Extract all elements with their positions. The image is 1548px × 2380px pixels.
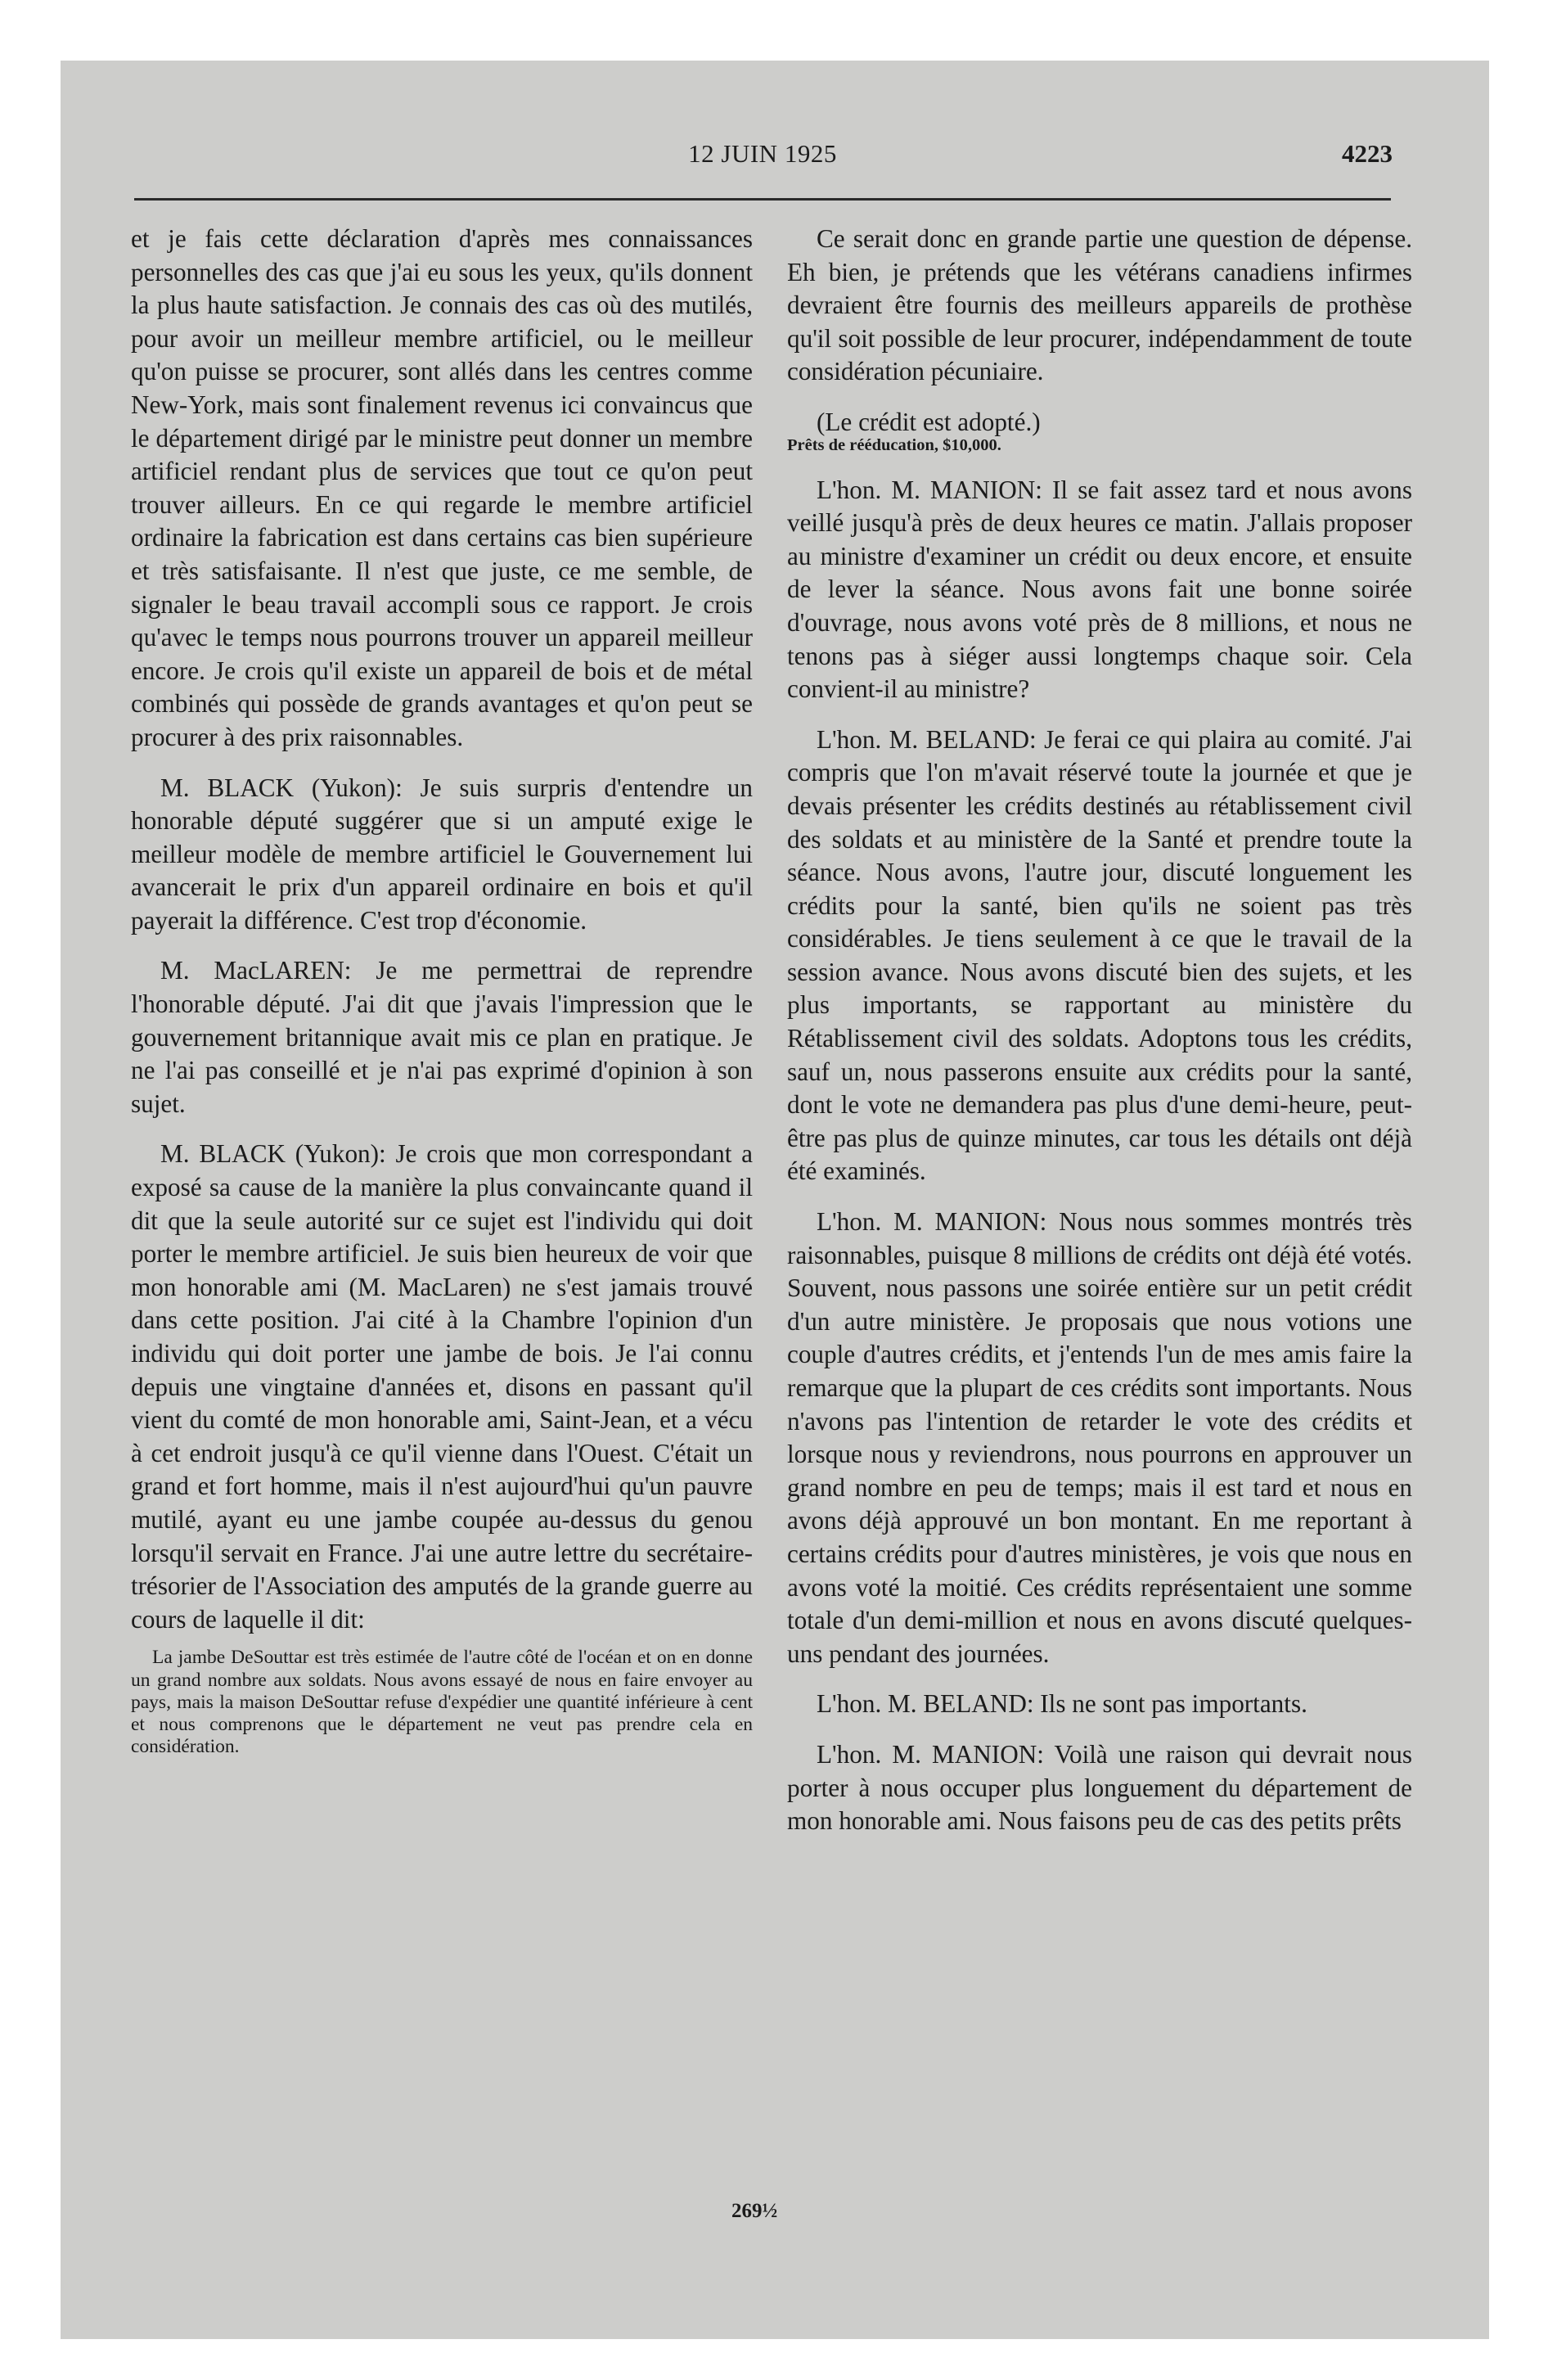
paragraph: M. MacLAREN: Je me permettrai de reprendre l'honorable député. J'ai dit que j'avais l'impression que le gouvernement britannique avait mis ce plan en pratique. Je ne l'ai pas conseillé et je n'ai pas exprimé d'opinion à son sujet. xyxy=(131,956,753,1118)
paragraph: L'hon. M. MANION: Nous nous sommes montrés très raisonnables, puisque 8 millions de crédits ont déjà été votés. Souvent, nous passons une soirée entière sur un petit crédit d'un autre ministère. Je proposais que nous votions une couple d'autres crédits, et j'entends l'un de mes amis faire la remarque que la plupart de ces crédits sont importants. Nous n'avons pas l'intention de retarder le vote des crédits et lorsque nous y reviendrons, nous pourrons en approuver un grand nombre en peu de temps; mais il est tard et nous en avons déjà approuvé un bon montant. En me reportant à certains crédits pour d'autres ministères, je vois que nous en avons voté la moitié. Ces crédits représentaient une somme totale d'un demi-million et nous en avons discuté quelques-uns pendant des journées. xyxy=(787,1207,1412,1668)
budget-item: Prêts de rééducation, $10,000. xyxy=(787,435,1001,454)
left-column xyxy=(131,223,753,1775)
paragraph: M. BLACK (Yukon): Je crois que mon correspondant a exposé sa cause de la manière la plus convaincante quand il dit que la seule autorité sur ce sujet est l'individu qui doit porter le membre artificiel. Je suis bien heureux de voir que mon honorable ami (M. MacLaren) ne s'est jamais trouvé dans cette position. J'ai cité à la Chambre l'opinion d'un individu qui doit porter une jambe de bois. Je l'ai connu depuis une vingtaine d'années et, disons en passant qu'il vient du comté de mon honorable ami, Saint-Jean, et a vécu à cet endroit jusqu'à ce qu'il vienne dans l'Ouest. C'était un grand et fort homme, mais il n'est aujourd'hui qu'un pauvre mutilé, ayant eu une jambe coupée au-dessus du genou lorsqu'il servait en France. J'ai une autre lettre du secrétaire-trésorier de l'Association des amputés de la grande guerre au cours de laquelle il dit: xyxy=(131,1139,753,1634)
quoted-letter: La jambe DeSouttar est très estimée de l'autre côté de l'océan et on en donne un grand nombre aux soldats. Nous avons essayé de nous en faire envoyer au pays, mais la maison DeSouttar refuse d'expédier une quantité inférieure à cent et nous comprenons que le département ne veut pas prendre cela en considération. xyxy=(131,1647,753,1758)
page-date: 12 JUIN 1925 xyxy=(688,139,837,168)
paragraph: L'hon. M. MANION: Il se fait assez tard et nous avons veillé jusqu'à près de deux heures ce matin. J'allais proposer au ministre d'examiner un crédit ou deux encore, et ensuite de lever la séance. Nous avons fait une bonne soirée d'ouvrage, nous avons voté près de 8 millions, et nous ne tenons pas à siéger aussi longtemps chaque soir. Cela convient-il au ministre? xyxy=(787,475,1412,704)
page-number: 4223 xyxy=(1342,139,1393,168)
paragraph: L'hon. M. BELAND: Ils ne sont pas importants. xyxy=(817,1689,1307,1719)
paragraph: et je fais cette déclaration d'après mes connaissances personnelles des cas que j'ai eu sous les yeux, qu'ils donnent la plus haute satisfaction. Je connais des cas où des mutilés, pour avoir un meilleur membre artificiel, ou le meilleur qu'on puisse se procurer, sont allés dans les centres comme New-York, mais sont finalement revenus ici convaincus que le département dirigé par le ministre peut donner un membre artificiel rendant plus de services que tout ce qu'on peut trouver ailleurs. En ce qui regarde le membre artificiel ordinaire la fabrication est dans certains cas bien supérieure et très satisfaisante. Il n'est que juste, ce me semble, de signaler le beau travail accompli sous ce rapport. Je crois qu'avec le temps nous pourrons trouver un appareil meilleur encore. Je crois qu'il existe un appareil de bois et de métal combinés qui possède de grands avantages et qu'on peut se procurer à des prix raisonnables. xyxy=(131,224,753,751)
paragraph: L'hon. M. BELAND: Je ferai ce qui plaira au comité. J'ai compris que l'on m'avait réservé toute la journée et que je devais présenter les crédits destinés au rétablissement civil des soldats et au ministère de la Santé et prendre toute la séance. Nous avons, l'autre jour, discuté longuement les crédits pour la santé, bien qu'ils ne soient pas très considérables. Je tiens seulement à ce que le travail de la session avance. Nous avons discuté bien des sujets, et les plus importants, se rapportant au ministère du Rétablissement civil des soldats. Adoptons tous les crédits, sauf un, nous passerons ensuite aux crédits pour la santé, dont le vote ne demandera pas plus d'une demi-heure, peut-être pas plus de quinze minutes, car tous les détails ont déjà été examinés. xyxy=(787,724,1412,1186)
paragraph: M. BLACK (Yukon): Je suis surpris d'entendre un honorable député suggérer que si un amputé exige le meilleur modèle de membre artificiel le Gouvernement lui avancerait le prix d'un appareil ordinaire en bois et qu'il payerait la différence. C'est trop d'économie. xyxy=(131,773,753,935)
paragraph: Ce serait donc en grande partie une question de dépense. Eh bien, je prétends que les vétérans canadiens infirmes devraient être fournis des meilleurs appareils de prothèse qu'il soit possible de leur procurer, indépendamment de toute considération pécuniaire. xyxy=(787,224,1412,386)
motion-carried: (Le crédit est adopté.) xyxy=(817,407,1041,436)
page-header xyxy=(133,139,1393,180)
paragraph: L'hon. M. MANION: Voilà une raison qui devrait nous porter à nous occuper plus longuement du département de mon honorable ami. Nous faisons peu de cas des petits prêts xyxy=(787,1739,1412,1836)
right-column xyxy=(787,223,1412,1855)
signature-mark: 269½ xyxy=(731,2200,778,2222)
header-rule xyxy=(134,198,1391,201)
